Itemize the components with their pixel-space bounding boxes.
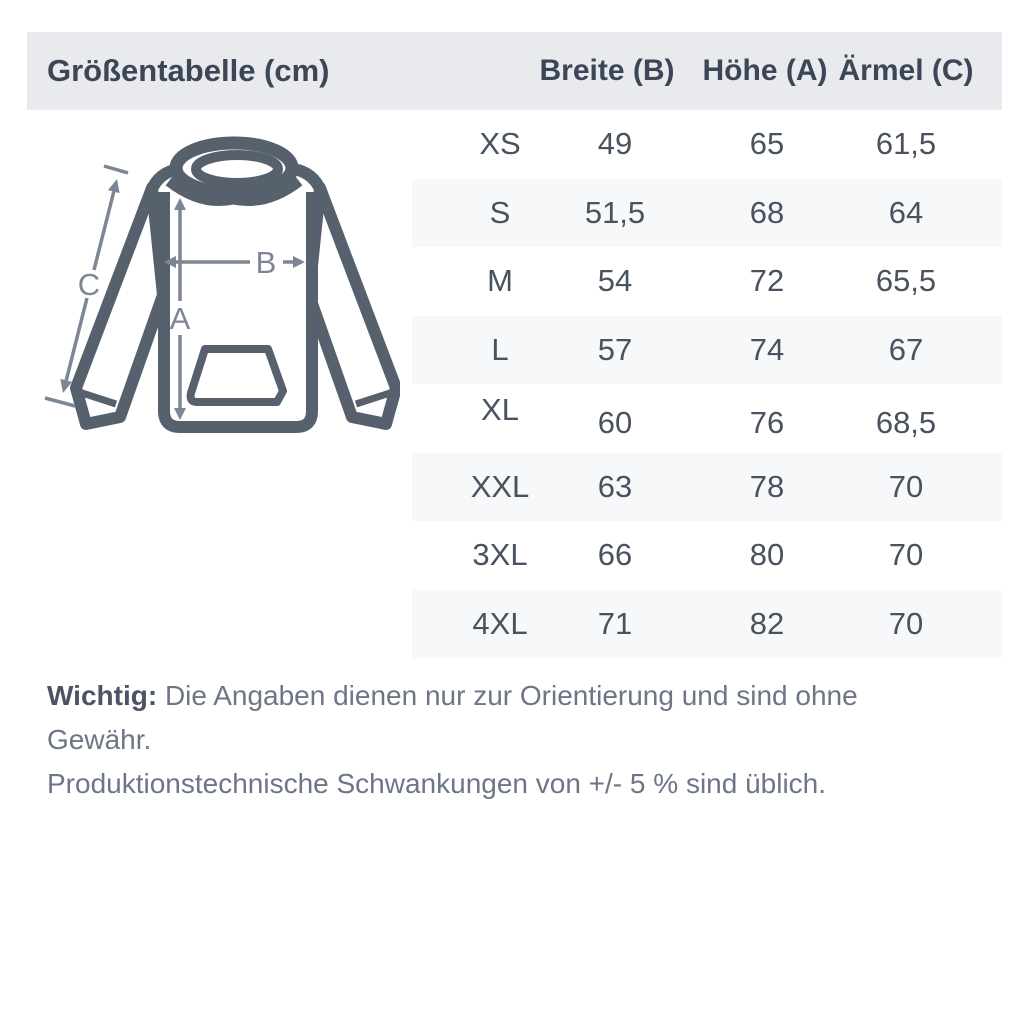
breite-value: 71 xyxy=(597,605,633,641)
disclaimer-text-1: Die Angaben dienen nur zur Orientierung und sind ohne Gewähr. xyxy=(47,680,858,755)
arrow-c-line xyxy=(94,192,114,270)
arrow-c-head-bottom xyxy=(60,379,72,393)
size-label: L xyxy=(491,331,509,367)
hood-inner xyxy=(196,155,278,183)
table-row-xl xyxy=(412,384,1002,453)
aermel-value: 61,5 xyxy=(875,126,937,162)
column-header-hoehe: Höhe (A) xyxy=(702,54,828,87)
table-row-4xl xyxy=(412,590,1002,659)
aermel-value: 70 xyxy=(888,537,924,573)
size-label: 3XL xyxy=(472,537,528,573)
size-label: S xyxy=(489,194,511,230)
hoehe-value: 80 xyxy=(749,537,785,573)
disclaimer-bold-label: Wichtig: xyxy=(47,680,158,711)
dimension-label-c: C xyxy=(77,267,101,302)
dimension-label-b: B xyxy=(255,245,277,280)
arrow-c-head-top xyxy=(108,179,120,193)
dimension-label-a: A xyxy=(169,301,191,336)
disclaimer-text-2: Produktionstechnische Schwankungen von +/- 5 % sind üblich. xyxy=(47,768,827,799)
breite-value: 57 xyxy=(597,331,633,367)
aermel-value: 64 xyxy=(888,194,924,230)
size-label: XL xyxy=(481,392,519,428)
arrow-c-tick-bottom xyxy=(45,398,75,406)
breite-value: 51,5 xyxy=(584,194,646,230)
disclaimer-line-2 xyxy=(47,762,967,806)
breite-value: 60 xyxy=(597,405,633,441)
breite-value: 54 xyxy=(597,263,633,299)
aermel-value: 70 xyxy=(888,468,924,504)
aermel-value: 67 xyxy=(888,331,924,367)
breite-value: 49 xyxy=(597,126,633,162)
right-sleeve xyxy=(309,188,396,424)
hoehe-value: 78 xyxy=(749,468,785,504)
left-sleeve xyxy=(76,188,163,424)
breite-value: 66 xyxy=(597,537,633,573)
column-header-breite: Breite (B) xyxy=(539,54,675,87)
table-header-bar xyxy=(27,32,1002,110)
hoodie-measurement-diagram xyxy=(40,128,400,468)
table-row-l xyxy=(412,316,1002,385)
column-header-aermel: Ärmel (C) xyxy=(838,54,974,87)
disclaimer-line-1 xyxy=(47,674,967,762)
size-label: M xyxy=(487,263,513,299)
disclaimer-note xyxy=(47,674,967,806)
hoehe-value: 82 xyxy=(749,605,785,641)
aermel-value: 68,5 xyxy=(875,405,937,441)
aermel-value: 65,5 xyxy=(875,263,937,299)
size-table xyxy=(412,110,1002,658)
size-label: XS xyxy=(479,126,521,162)
hoehe-value: 72 xyxy=(749,263,785,299)
size-label: XXL xyxy=(470,468,530,504)
hoehe-value: 76 xyxy=(749,405,785,441)
hoehe-value: 65 xyxy=(749,126,785,162)
breite-value: 63 xyxy=(597,468,633,504)
table-row-s xyxy=(412,179,1002,248)
hoehe-value: 68 xyxy=(749,194,785,230)
hoehe-value: 74 xyxy=(749,331,785,367)
size-label: 4XL xyxy=(472,605,528,641)
hoodie-outline-icon xyxy=(76,143,396,427)
page-title: Größentabelle (cm) xyxy=(47,53,330,88)
table-row-3xl xyxy=(412,521,1002,590)
table-row-xs xyxy=(412,110,1002,179)
table-row-xxl xyxy=(412,453,1002,522)
table-row-m xyxy=(412,247,1002,316)
pocket xyxy=(191,349,283,402)
arrow-c-tick-top xyxy=(104,166,128,173)
aermel-value: 70 xyxy=(888,605,924,641)
